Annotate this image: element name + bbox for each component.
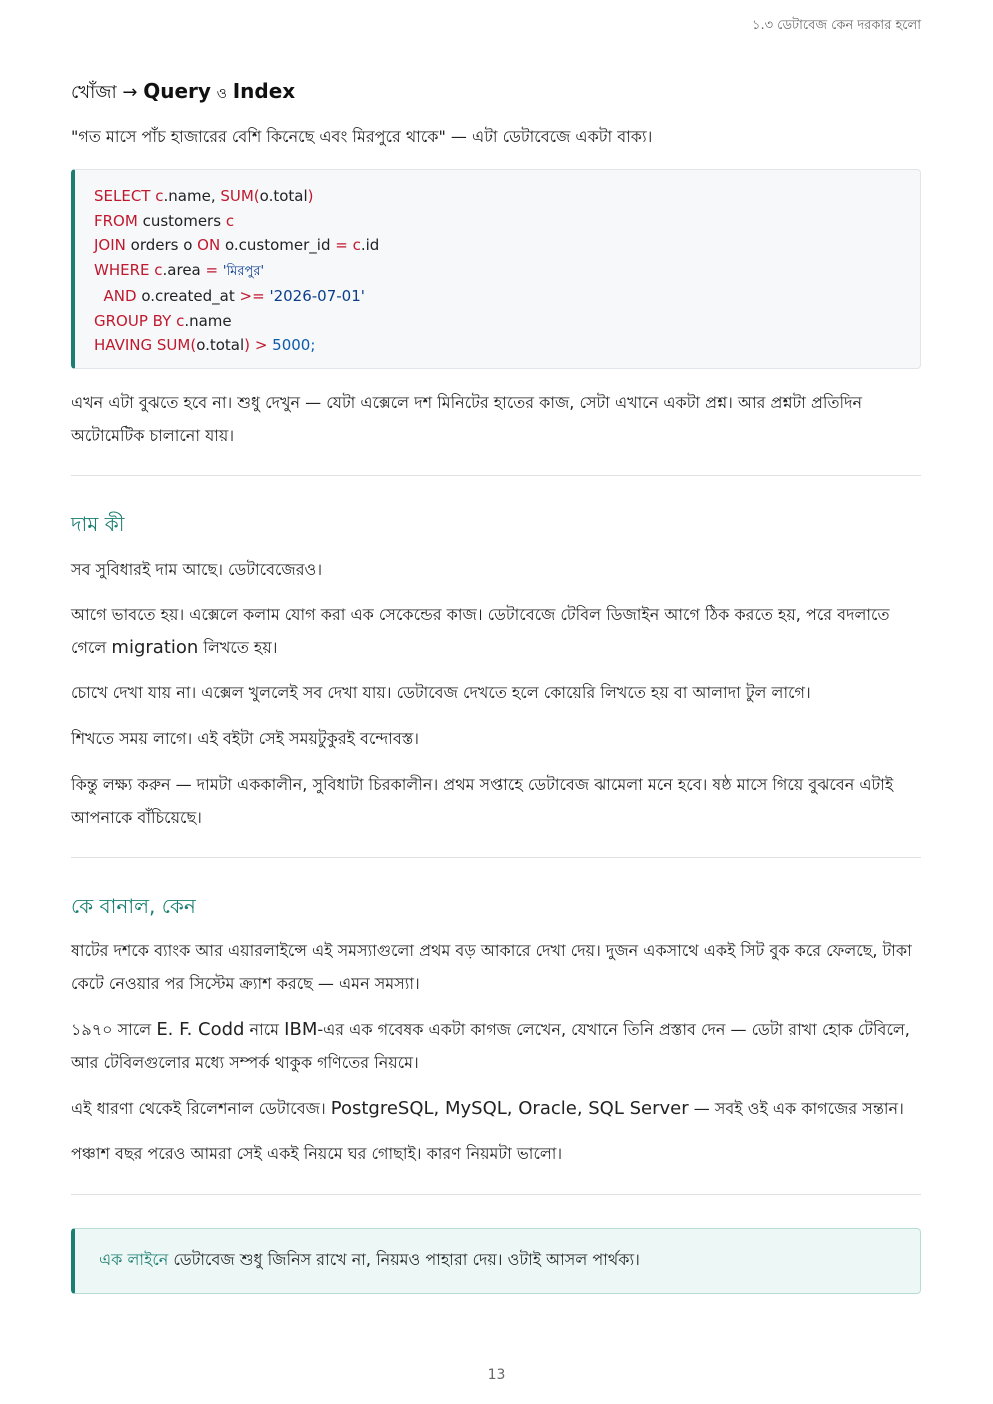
code-line: FROM customers c [94,211,235,230]
history-paragraph-3: এই ধারণা থেকেই রিলেশনাল ডেটাবেজ। PostgreSQL, MySQL, Oracle, SQL Server — সবই ওই এক কাগজের সন্তান। [71,1098,904,1119]
heading-join: ও [216,86,227,102]
code-line: JOIN orders o ON o.customer_id = c.id [94,236,380,254]
section-heading-price: দাম কী [71,512,125,536]
subsection-heading-query [71,78,295,109]
heading-prefix: খোঁজা → [71,82,138,103]
price-paragraph-4: শিখতে সময় লাগে। এই বইটা সেই সময়টুকুরই বন্দোবস্ত। [71,729,419,748]
term-migration: migration [111,637,199,658]
org-name: IBM [284,1019,318,1040]
sql-code-block [71,169,921,369]
callout-lead: এক লাইনে [99,1250,169,1269]
code-line: AND o.created_at >= '2026-07-01' [103,287,365,305]
heading-term-index: Index [232,79,296,103]
history-paragraph-4: পঞ্চাশ বছর পরেও আমরা সেই একই নিয়মে ঘর গোছাই। কারণ নিয়মটা ভালো। [71,1144,563,1163]
after-code-paragraph: এখন এটা বুঝতে হবে না। শুধু দেখুন — যেটা এক্সেলে দশ মিনিটের হাতের কাজ, সেটা এখানে একটা প্রশ্ন। আর প্রশ্নটা প্রতিদিন অটোমেটিক চালানো যায়। [71,393,863,445]
callout-text: ডেটাবেজ শুধু জিনিস রাখে না, নিয়মও পাহারা দেয়। ওটাই আসল পার্থক্য। [168,1250,640,1269]
price-paragraph-5: কিন্তু লক্ষ্য করুন — দামটা এককালীন, সুবিধাটা চিরকালীন। প্রথম সপ্তাহে ডেটাবেজ ঝামেলা মনে হবে। ষষ্ঠ মাসে গিয়ে বুঝবেন এটাই আপনাকে বাঁচিয়েছে। [71,775,894,827]
code-line: HAVING SUM(o.total) > 5000; [94,336,316,354]
price-paragraph-3: চোখে দেখা যায় না। এক্সেল খুললেই সব দেখা যায়। ডেটাবেজ দেখতে হলে কোয়েরি লিখতে হয় বা আলাদা টুল লাগে। [71,683,811,702]
price-paragraph-1: সব সুবিধারই দাম আছে। ডেটাবেজেরও। [71,560,323,579]
running-head: ১.৩ ডেটাবেজ কেন দরকার হলো [752,18,921,33]
code-line: WHERE c.area = 'মিরপুর' [94,260,265,279]
heading-term-query: Query [143,79,211,103]
code-line: SELECT c.name, SUM(o.total) [94,187,314,205]
divider [71,857,921,858]
person-name: E. F. Codd [156,1019,245,1040]
history-paragraph-2: ১৯৭০ সালে E. F. Codd নামে IBM-এর এক গবেষক একটা কাগজ লেখেন, যেখানে তিনি প্রস্তাব দেন — ডেটা রাখা হোক টেবিলে, আর টেবিলগুলোর মধ্যে সম্পর্ক থাকুক গণিতের নিয়মে। [71,1019,910,1072]
query-intro-paragraph: "গত মাসে পাঁচ হাজারের বেশি কিনেছে এবং মিরপুরে থাকে" — এটা ডেটাবেজে একটা বাক্য। [71,127,653,146]
database-names: PostgreSQL, MySQL, Oracle, SQL Server [330,1098,689,1119]
code-line: GROUP BY c.name [94,311,232,330]
page-number: 13 [487,1367,506,1383]
divider [71,475,921,476]
divider [71,1194,921,1195]
history-paragraph-1: ষাটের দশকে ব্যাংক আর এয়ারলাইন্সে এই সমস্যাগুলো প্রথম বড় আকারে দেখা দেয়। দুজন একসাথে একই সিট বুক করে ফেলছে, টাকা কেটে নেওয়ার পর সিস্টেম ক্র্যাশ করছে — এমন সমস্যা। [71,941,912,993]
price-paragraph-2: আগে ভাবতে হয়। এক্সেলে কলাম যোগ করা এক সেকেন্ডের কাজ। ডেটাবেজে টেবিল ডিজাইন আগে ঠিক করতে হয়, পরে বদলাতে গেলে migration লিখতে হয়। [71,605,890,658]
section-heading-history: কে বানাল, কেন [71,894,196,918]
summary-callout [71,1228,921,1294]
